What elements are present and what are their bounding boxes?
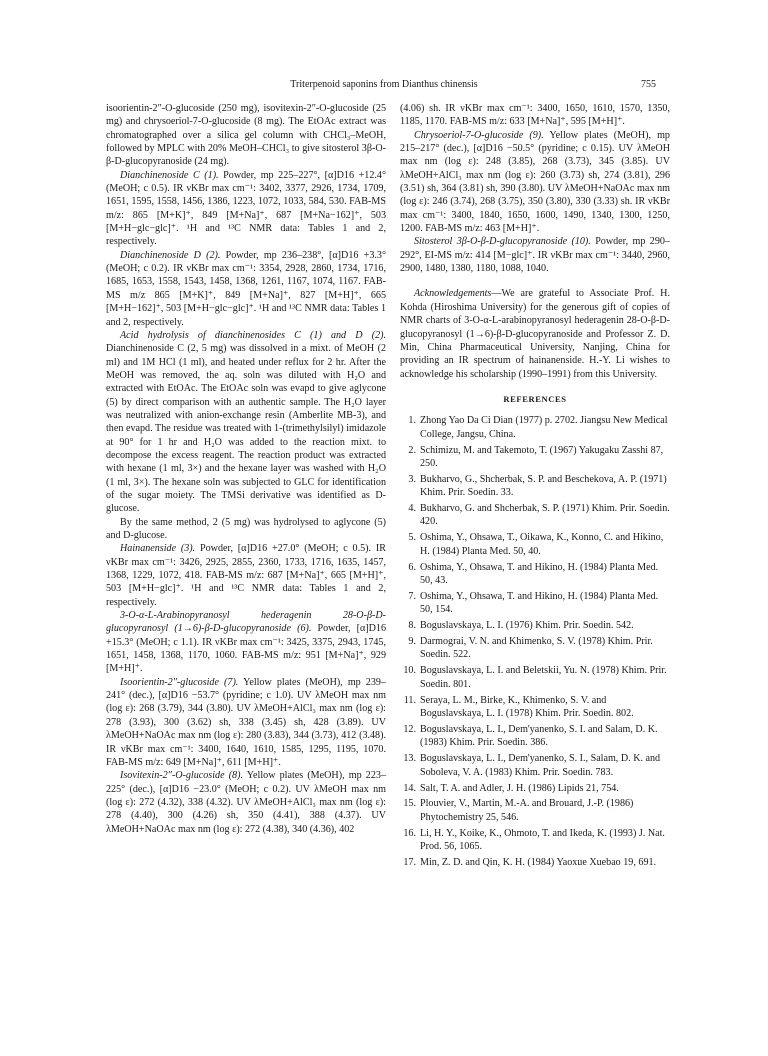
reference-text: Oshima, Y., Ohsawa, T. and Hikino, H. (1984) Planta Med. 50, 154. bbox=[420, 590, 659, 616]
entry-text: Yellow plates (MeOH), mp 215–217° (dec.), [α]D16 −50.5° (pyridine; c 0.15). UV λMeOH max nm (log ε): 248 (3.85), 268 (3.73), 345 (3.85). UV λMeOH+AlCl₃ max nm (log ε): 260 (3.73) sh, 274 (3.81), 296 (3.51) sh, 364 (3.81) sh, 390 (3.80). UV λMeOH+NaOAc max nm (log ε): 246 (3.74), 268 (3.75), 350 (3.80), 330 (3.33) sh. IR νKBr max cm⁻¹: 3400, 1840, 1650, 1600, 1490, 1340, 1300, 1250, 1200. FAB-MS m/z: 463 [M+H]⁺. bbox=[400, 129, 670, 235]
reference-number: 5. bbox=[408, 532, 416, 544]
right-column bbox=[400, 102, 670, 872]
reference-item bbox=[400, 473, 670, 500]
entry-heading: 3-O-α-L-Arabinopyranosyl hederagenin 28-O-β-D-glucopyranosyl (1→6)-β-D-glucopyranoside (6). bbox=[106, 610, 386, 635]
reference-list bbox=[400, 414, 670, 869]
reference-number: 11. bbox=[403, 694, 416, 706]
entry-heading: Sitosterol 3β-O-β-D-glucopyranoside (10). bbox=[414, 236, 591, 248]
entry-heading: Dianchinenoside C (1). bbox=[120, 169, 219, 181]
reference-item bbox=[400, 619, 670, 632]
reference-text: Schimizu, M. and Takemoto, T. (1967) Yakugaku Zasshi 87, 250. bbox=[420, 444, 664, 469]
entry-heading: Isoorientin-2″-glucoside (7). bbox=[120, 676, 239, 688]
reference-item bbox=[400, 414, 670, 441]
reference-item bbox=[400, 856, 670, 869]
compound-entry bbox=[106, 542, 386, 609]
reference-text: Min, Z. D. and Qin, K. H. (1984) Yaoxue Xuebao 19, 691. bbox=[420, 857, 657, 869]
compound-entry bbox=[106, 249, 386, 329]
left-column bbox=[106, 102, 386, 836]
entry-heading: Isovitexin-2″-O-glucoside (8). bbox=[120, 770, 243, 782]
entry-heading: Hainanenside (3). bbox=[120, 543, 196, 555]
reference-item bbox=[400, 752, 670, 779]
reference-number: 6. bbox=[408, 561, 416, 573]
compound-entry bbox=[106, 609, 386, 676]
reference-text: Seraya, L. M., Birke, K., Khimenko, S. V. and Boguslavskaya, L. I. (1978) Khim. Prir. Soedin. 802. bbox=[420, 694, 634, 720]
reference-number: 8. bbox=[408, 620, 416, 632]
compound-entry bbox=[106, 769, 386, 836]
acknowledgements-heading: Acknowledgements bbox=[414, 288, 492, 300]
paragraph: (4.06) sh. IR νKBr max cm⁻¹: 3400, 1650, 1610, 1570, 1350, 1185, 1170. FAB-MS m/z: 633 [M+Na]⁺, 595 [M+H]⁺. bbox=[400, 103, 670, 128]
running-head bbox=[0, 78, 768, 92]
running-title: Triterpenoid saponins from Dianthus chinensis bbox=[290, 79, 478, 90]
entry-text: Powder, [α]D16 +27.0° (MeOH; c 0.5). IR νKBr max cm⁻¹: 3426, 2925, 2855, 2360, 1733, 1716, 1635, 1457, 1368, 1229, 1072, 418. FAB-MS m/z: 687 [M+Na]⁺, 665 [M+H]⁺, 503 [M+H−glc]⁺. ¹H and ¹³C NMR data: Tables 1 and 2, respectively. bbox=[106, 543, 386, 608]
reference-number: 14. bbox=[403, 782, 416, 794]
reference-item bbox=[400, 531, 670, 558]
reference-number: 10. bbox=[403, 665, 416, 677]
reference-number: 12. bbox=[403, 723, 416, 735]
section-gap bbox=[400, 275, 670, 287]
reference-item bbox=[400, 590, 670, 617]
reference-item bbox=[400, 635, 670, 662]
reference-text: Zhong Yao Da Ci Dian (1977) p. 2702. Jiangsu New Medical College, Jangsu, China. bbox=[420, 415, 668, 440]
compound-entry bbox=[106, 169, 386, 249]
reference-number: 3. bbox=[408, 473, 416, 485]
references-heading: REFERENCES bbox=[503, 393, 567, 404]
acknowledgements-text: —We are grateful to Associate Prof. H. Kohda (Hiroshima University) for the generous gift of copies of NMR charts of 3-O-α-L-arabinopyranosyl hederagenin 28-O-β-D-glucopyranosyl (1→6)-β-D-glucopyranoside and Professor Z. D. Min, China Pharmaceutical University, Nanjing, China for providing an IR spectrum of hainanenside. H.-Y. Li wishes to acknowledge his scholarship (1990–1991) from this University. bbox=[400, 288, 670, 380]
reference-text: Oshima, Y., Ohsawa, T., Oikawa, K., Konno, C. and Hikino, H. (1984) Planta Med. 50, 40. bbox=[420, 532, 664, 557]
reference-item bbox=[400, 694, 670, 721]
reference-number: 9. bbox=[408, 636, 416, 648]
reference-number: 4. bbox=[408, 503, 416, 515]
reference-number: 1. bbox=[408, 415, 416, 427]
reference-number: 7. bbox=[408, 590, 416, 602]
reference-number: 13. bbox=[403, 753, 416, 765]
reference-text: Boguslavskaya, L. I., Dem'yanenko, S. I. and Salam, D. K. (1983) Khim. Prir. Soedin. 386. bbox=[420, 723, 658, 749]
entry-heading: Acid hydrolysis of dianchinenosides C (1) and D (2). bbox=[120, 329, 386, 341]
paragraph: By the same method, 2 (5 mg) was hydrolysed to aglycone (5) and D-glucose. bbox=[106, 516, 386, 541]
reference-text: Darmograi, V. N. and Khimenko, S. V. (1978) Khim. Prir. Soedin. 522. bbox=[420, 636, 653, 661]
entry-text: Powder, mp 236–238°, [α]D16 +3.3° (MeOH; c 0.2). IR νKBr max cm⁻¹: 3354, 2928, 2860, 1734, 1716, 1685, 1653, 1558, 1543, 1458, 1368, 1261, 1167, 1074, 1167. FAB-MS m/z 865 [M+K]⁺, 849 [M+Na]⁺, 827 [M+H]⁺, 665 [M+H−162]⁺, 503 [M+H−glc−glc]⁺. ¹H and ¹³C NMR data: Tables 1 and 2, respectively. bbox=[106, 249, 386, 328]
reference-item bbox=[400, 723, 670, 750]
entry-text: Powder, mp 225–227°, [α]D16 +12.4° (MeOH; c 0.5). IR νKBr max cm⁻¹: 3402, 3377, 2926, 1734, 1709, 1651, 1595, 1558, 1456, 1386, 1223, 1072, 1033, 584, 530. FAB-MS m/z: 865 [M+K]⁺, 849 [M+Na]⁺, 687 [M+Na−162]⁺, 503 [M+H−glc−glc]⁺. ¹H and ¹³C NMR data: Tables 1 and 2, respectively. bbox=[106, 169, 386, 248]
entry-text: Dianchinenoside C (2, 5 mg) was dissolved in a mixt. of MeOH (2 ml) and 1M HCl (1 ml), and heated under reflux for 2 hr. After the MeOH was removed, the aq. soln was diluted with H₂O and extracted with EtOAc. The EtOAc soln was evapd to give aglycone (5) by direct comparison with an authentic sample. The H₂O layer was neutralized with anion-exchange resin (Amberlite MB-3), and then evapd. The residue was treated with 1-(trimethylsilyl) imidazole at 90° for 1 hr and H₂O was added to the reaction mixt. to decompose the excess reagent. The reaction product was extracted with hexane (1 ml, 3×) and the hexane layer was washed with H₂O (1 ml, 3×). The hexane soln was subjected to GLC for identification of the sugar moiety. The TMSi derivative was identified as D-glucose. bbox=[106, 343, 386, 515]
reference-text: Oshima, Y., Ohsawa, T. and Hikino, H. (1984) Planta Med. 50, 43. bbox=[420, 561, 659, 586]
compound-entry bbox=[400, 235, 670, 275]
reference-text: Li, H. Y., Koike, K., Ohmoto, T. and Ikeda, K. (1993) J. Nat. Prod. 56, 1065. bbox=[420, 827, 665, 853]
entry-text: Yellow plates (MeOH), mp 223–225° (dec.), [α]D16 −23.0° (MeOH; c 0.2). UV λMeOH max nm (log ε): 272 (4.32), 338 (4.32). UV λMeOH+AlCl₃ max nm (log ε): 278 (4.40), 300 (4.26) sh, 350 (4.41), 388 (4.37). UV λMeOH+NaOAc max nm (log ε): 272 (4.38), 340 (4.36), 402 bbox=[106, 770, 386, 835]
reference-item bbox=[400, 664, 670, 691]
reference-number: 16. bbox=[403, 827, 416, 839]
compound-entry bbox=[106, 329, 386, 516]
reference-item bbox=[400, 827, 670, 854]
compound-entry bbox=[400, 129, 670, 236]
reference-item bbox=[400, 782, 670, 795]
page-number: 755 bbox=[641, 79, 656, 90]
reference-item bbox=[400, 502, 670, 529]
reference-text: Bukharvo, G. and Shcherbak, S. P. (1971) Khim. Prir. Soedin. 420. bbox=[420, 503, 670, 528]
reference-text: Boguslavskaya, L. I. and Beletskii, Yu. N. (1978) Khim. Prir. Soedin. 801. bbox=[420, 665, 667, 690]
reference-number: 17. bbox=[403, 857, 416, 869]
reference-number: 15. bbox=[403, 798, 416, 810]
entry-heading: Chrysoeriol-7-O-glucoside (9). bbox=[414, 129, 544, 141]
entry-heading: Dianchinenoside D (2). bbox=[120, 249, 221, 261]
reference-text: Boguslavskaya, L. I. (1976) Khim. Prir. Soedin. 542. bbox=[420, 620, 634, 632]
reference-item bbox=[400, 444, 670, 471]
reference-text: Boguslavskaya, L. I., Dem'yanenko, S. I., Salam, D. K. and Soboleva, V. A. (1983) Khim. Prir. Soedin. 783. bbox=[420, 753, 661, 778]
compound-entry bbox=[106, 676, 386, 769]
paragraph: isoorientin-2″-O-glucoside (250 mg), isovitexin-2″-O-glucoside (25 mg) and chrysoeriol-7-O-glucoside (8 mg). The EtOAc extract was chromatographed over a silica gel column with CHCl₃–MeOH, followed by MPLC with 20% MeOH–CHCl₃ to give sitosterol 3β-O-β-D-glucopyranoside (24 mg). bbox=[106, 103, 386, 168]
reference-number: 2. bbox=[408, 444, 416, 456]
entry-text: Powder, [α]D16 +15.3° (MeOH; c 1.1). IR νKBr max cm⁻¹: 3425, 3375, 2943, 1745, 1651, 1458, 1368, 1170, 1060. FAB-MS m/z: 951 [M+Na]⁺, 929 [M+H]⁺. bbox=[106, 623, 386, 675]
acknowledgements bbox=[400, 287, 670, 380]
entry-text: Powder, mp 290–292°, EI-MS m/z: 414 [M−glc]⁺. IR νKBr max cm⁻¹: 3440, 2960, 2900, 1480, 1380, 1180, 1088, 1040. bbox=[400, 236, 670, 275]
reference-item bbox=[400, 797, 670, 824]
reference-item bbox=[400, 561, 670, 588]
reference-text: Salt, T. A. and Adler, J. H. (1986) Lipids 21, 754. bbox=[420, 782, 619, 794]
entry-text: Yellow plates (MeOH), mp 239–241° (dec.), [α]D16 −53.7° (pyridine; c 1.0). UV λMeOH max nm (log ε): 268 (3.79), 344 (3.80). UV λMeOH+AlCl₃ max nm (log ε): 278 (3.93), 300 (3.62) sh, 338 (3.45) sh, 428 (3.89). UV λMeOH+NaOAc max nm (log ε): 280 (3.83), 344 (3.73), 412 (3.48). IR νKBr max cm⁻¹: 3400, 1640, 1610, 1585, 1295, 1195, 1070. FAB-MS m/z: 649 [M+Na]⁺, 611 [M+H]⁺. bbox=[106, 676, 386, 768]
reference-text: Bukharvo, G., Shcherbak, S. P. and Beschekova, A. P. (1971) Khim. Prir. Soedin. 33. bbox=[420, 473, 667, 499]
reference-text: Plouvier, V., Martin, M.-A. and Brouard, J.-P. (1986) Phytochemistry 25, 546. bbox=[420, 798, 634, 823]
